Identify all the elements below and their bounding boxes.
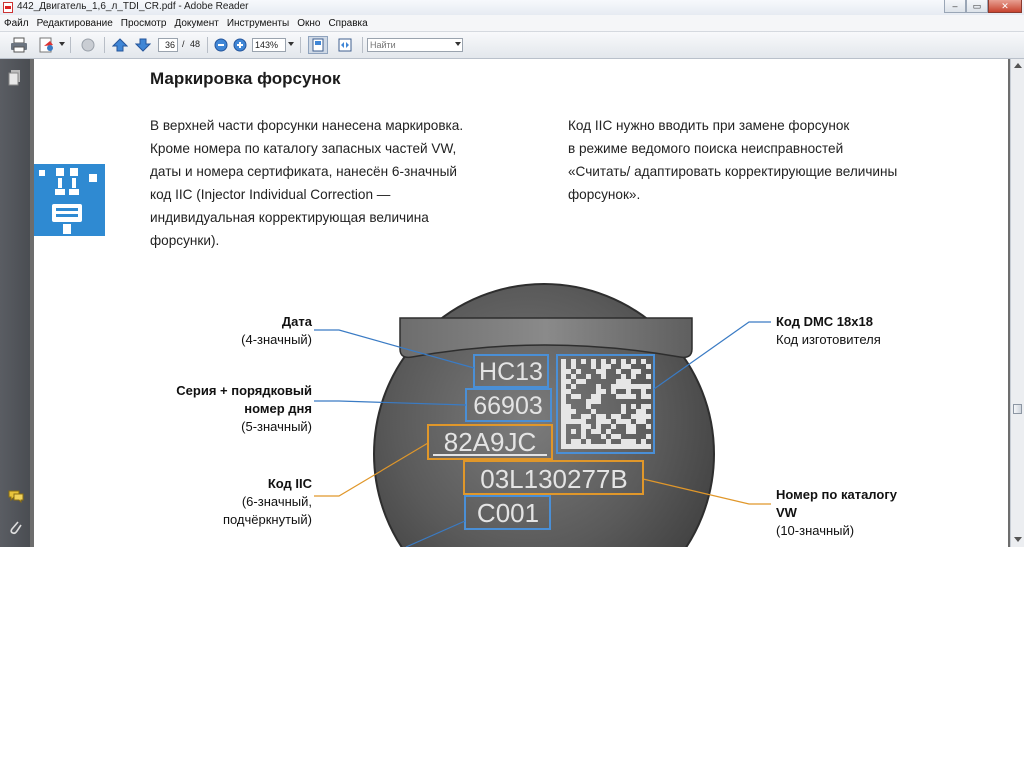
dmc-module — [561, 394, 566, 399]
paragraph-line: Код IIC нужно вводить при замене форсунок — [568, 118, 850, 133]
dmc-module — [601, 374, 606, 379]
dmc-module — [596, 384, 601, 389]
iic-label-sub: (6-значный, — [241, 494, 312, 509]
dmc-module — [581, 424, 586, 429]
dmc-module — [621, 404, 626, 409]
collaborate-button[interactable] — [78, 36, 98, 54]
dmc-module — [611, 444, 616, 449]
dmc-module — [646, 394, 651, 399]
dmc-module — [596, 399, 601, 404]
menu-file[interactable]: Файл — [4, 17, 29, 29]
dmc-module — [581, 429, 586, 434]
dmc-module — [596, 414, 601, 419]
chevron-down-icon[interactable] — [455, 42, 461, 46]
dmc-module — [571, 419, 576, 424]
dmc-module — [641, 404, 646, 409]
dmc-module — [631, 404, 636, 409]
dmc-module — [601, 369, 606, 374]
dmc-module — [566, 379, 571, 384]
date-label-sub: (4-значный) — [241, 332, 312, 347]
dmc-module — [626, 439, 631, 444]
dmc-module — [616, 434, 621, 439]
dmc-module — [646, 424, 651, 429]
dmc-module — [576, 394, 581, 399]
dmc-module — [561, 414, 566, 419]
dmc-module — [626, 394, 631, 399]
menu-window[interactable]: Окно — [297, 17, 321, 29]
dmc-module — [596, 444, 601, 449]
dmc-module — [571, 364, 576, 369]
menu-help[interactable]: Справка — [328, 17, 368, 29]
dmc-module — [636, 414, 641, 419]
paragraph-line: даты и номера сертификата, нанесён 6-значный — [150, 164, 457, 179]
dmc-module — [646, 364, 651, 369]
dmc-module — [641, 444, 646, 449]
dmc-module — [561, 364, 566, 369]
dmc-module — [611, 389, 616, 394]
dmc-module — [561, 389, 566, 394]
dmc-module — [641, 359, 646, 364]
dmc-module — [596, 369, 601, 374]
date-label-title: Дата — [281, 314, 312, 329]
date-label — [241, 313, 312, 349]
dmc-module — [566, 369, 571, 374]
dmc-module — [591, 429, 596, 434]
dmc-module — [561, 409, 566, 414]
dmc-module — [621, 394, 626, 399]
dmc-module — [616, 379, 621, 384]
page-number-input[interactable] — [158, 38, 178, 52]
paragraph-line: форсунок». — [568, 187, 641, 202]
dmc-module — [596, 394, 601, 399]
paragraph-line: Кроме номера по каталогу запасных частей VW, — [150, 141, 457, 156]
paragraph-line: индивидуальная корректирующая величина — [150, 210, 429, 225]
catalog-label-sub: (10-значный) — [776, 523, 855, 538]
printer-icon — [10, 37, 28, 53]
page-separator: / — [182, 39, 185, 49]
dmc-module — [636, 409, 641, 414]
dmc-module — [586, 404, 591, 409]
zoom-out-button[interactable] — [213, 36, 229, 54]
dmc-module — [606, 419, 611, 424]
series-label — [176, 382, 312, 436]
dmc-module — [631, 394, 636, 399]
dmc-module — [631, 384, 636, 389]
next-page-button[interactable] — [134, 36, 152, 54]
comments-icon[interactable] — [8, 489, 24, 503]
menu-view[interactable]: Просмотр — [120, 17, 167, 29]
dmc-module — [586, 439, 591, 444]
dmc-module — [601, 389, 606, 394]
maximize-button[interactable]: ▭ — [966, 0, 988, 13]
dmc-module — [576, 419, 581, 424]
dmc-module — [561, 359, 566, 364]
menu-tools[interactable]: Инструменты — [226, 17, 290, 29]
dmc-module — [586, 399, 591, 404]
dmc-module — [641, 414, 646, 419]
dmc-module — [631, 359, 636, 364]
print-button[interactable] — [8, 36, 30, 54]
dmc-module — [586, 444, 591, 449]
dmc-module — [561, 424, 566, 429]
dmc-module — [621, 359, 626, 364]
dmc-module — [581, 414, 586, 419]
search-input[interactable] — [367, 38, 463, 52]
zoom-in-button[interactable] — [232, 36, 248, 54]
dmc-module — [641, 384, 646, 389]
dmc-module — [566, 414, 571, 419]
dmc-module — [626, 384, 631, 389]
dmc-module — [571, 359, 576, 364]
dmc-module — [581, 419, 586, 424]
dmc-module — [571, 439, 576, 444]
toolbar-separator — [207, 37, 208, 53]
dmc-module — [616, 419, 621, 424]
fit-page-button[interactable] — [308, 36, 328, 54]
page-heading: Маркировка форсунок — [150, 69, 341, 88]
dmc-label-sub: Код изготовителя — [776, 332, 881, 347]
dmc-module — [616, 414, 621, 419]
close-button[interactable]: ✕ — [988, 0, 1022, 13]
dmc-module — [621, 379, 626, 384]
dmc-module — [621, 444, 626, 449]
dmc-module — [646, 374, 651, 379]
dmc-label-title: Код DMC 18x18 — [776, 314, 873, 329]
catalog-label — [776, 486, 897, 540]
dmc-module — [561, 429, 566, 434]
dmc-module — [596, 389, 601, 394]
dmc-module — [576, 439, 581, 444]
iic-label-sub: подчёркнутый) — [222, 512, 312, 527]
zoom-in-icon — [233, 38, 247, 52]
series-label-sub: (5-значный) — [241, 419, 312, 434]
dmc-module — [586, 374, 591, 379]
toolbar — [0, 32, 1024, 59]
paragraph-line: код IIC (Injector Individual Correction — — [150, 187, 391, 202]
arrow-up-icon — [112, 37, 128, 53]
dmc-module — [641, 389, 646, 394]
iic-label-title: Код IIC — [267, 476, 312, 491]
dmc-module — [561, 369, 566, 374]
dmc-module — [566, 444, 571, 449]
zoom-input[interactable] — [252, 38, 286, 52]
fit-page-icon — [311, 38, 325, 52]
paragraph-line: форсунки). — [150, 233, 220, 248]
dmc-module — [591, 409, 596, 414]
dmc-module — [596, 429, 601, 434]
dmc-module — [611, 424, 616, 429]
dmc-module — [581, 434, 586, 439]
dmc-module — [561, 434, 566, 439]
dmc-module — [621, 409, 626, 414]
dmc-module — [586, 424, 591, 429]
dmc-module — [626, 419, 631, 424]
dmc-module — [626, 379, 631, 384]
dmc-module — [596, 419, 601, 424]
dmc-module — [631, 369, 636, 374]
iic-label — [223, 475, 312, 529]
fit-width-button[interactable] — [335, 36, 355, 54]
minimize-button[interactable]: ‒ — [944, 0, 966, 13]
series-label-title: Серия + порядковый — [176, 383, 312, 398]
dmc-module — [591, 364, 596, 369]
dmc-module — [601, 414, 606, 419]
paragraph-line: в режиме ведомого поиска неисправностей — [568, 141, 844, 156]
dmc-module — [631, 424, 636, 429]
collaborate-icon — [79, 37, 97, 53]
catalog-label-title: VW — [776, 505, 797, 520]
dmc-module — [631, 374, 636, 379]
series-marking: 66903 — [473, 392, 543, 420]
fit-width-icon — [338, 38, 352, 52]
pages-icon[interactable] — [8, 69, 22, 87]
dmc-module — [631, 414, 636, 419]
paragraph-line: «Считать/ адаптировать корректирующие величины — [568, 164, 898, 179]
toolbar-separator — [70, 37, 71, 53]
dmc-module — [566, 409, 571, 414]
paragraph-line: В верхней части форсунки нанесена маркировка. — [150, 118, 464, 133]
dmc-module — [566, 419, 571, 424]
dmc-module — [626, 389, 631, 394]
dmc-module — [586, 414, 591, 419]
dmc-module — [566, 404, 571, 409]
dmc-module — [596, 424, 601, 429]
dmc-module — [601, 434, 606, 439]
dmc-module — [561, 439, 566, 444]
dmc-module — [616, 384, 621, 389]
create-pdf-icon — [38, 37, 56, 53]
scroll-thumb[interactable] — [1013, 404, 1022, 414]
date-marking: HC13 — [479, 358, 543, 386]
iic-marking: 82A9JC — [443, 427, 537, 457]
dmc-label — [776, 313, 881, 349]
dmc-module — [646, 414, 651, 419]
dmc-module — [636, 419, 641, 424]
dmc-module — [636, 444, 641, 449]
dmc-module — [576, 379, 581, 384]
dmc-module — [591, 444, 596, 449]
dmc-module — [616, 444, 621, 449]
dmc-module — [626, 429, 631, 434]
dmc-module — [611, 359, 616, 364]
toolbar-separator — [300, 37, 301, 53]
dmc-module — [561, 379, 566, 384]
dmc-module — [616, 369, 621, 374]
dmc-module — [591, 359, 596, 364]
dmc-module — [611, 384, 616, 389]
window-title: 442_Двигатель_1,6_л_TDI_CR.pdf - Adobe Reader — [17, 1, 249, 12]
dmc-module — [616, 394, 621, 399]
menu-document[interactable]: Документ — [174, 17, 219, 29]
menu-bar — [0, 15, 1024, 32]
dmc-module — [561, 404, 566, 409]
dmc-module — [646, 434, 651, 439]
dmc-module — [621, 384, 626, 389]
dmc-module — [621, 374, 626, 379]
dmc-module — [591, 399, 596, 404]
dmc-module — [581, 359, 586, 364]
dmc-module — [646, 384, 651, 389]
arrow-down-icon — [135, 37, 151, 53]
dmc-module — [641, 409, 646, 414]
dmc-module — [606, 364, 611, 369]
dmc-module — [581, 379, 586, 384]
dmc-module — [641, 439, 646, 444]
dmc-module — [641, 419, 646, 424]
dmc-module — [631, 429, 636, 434]
menu-edit[interactable]: Редактирование — [36, 17, 113, 29]
cert-marking: C001 — [476, 498, 540, 528]
dmc-module — [571, 429, 576, 434]
dmc-module — [641, 394, 646, 399]
dmc-module — [561, 374, 566, 379]
pdf-file-icon — [3, 2, 13, 13]
injector-marking-diagram — [34, 59, 1008, 547]
chevron-down-icon[interactable] — [288, 42, 294, 46]
dmc-module — [601, 419, 606, 424]
dmc-module — [626, 364, 631, 369]
zoom-out-icon — [214, 38, 228, 52]
dmc-module — [591, 394, 596, 399]
vertical-scrollbar[interactable] — [1010, 59, 1024, 547]
toolbar-separator — [104, 37, 105, 53]
dmc-module — [621, 439, 626, 444]
dmc-module — [576, 444, 581, 449]
document-viewport — [30, 59, 1010, 547]
scroll-down-icon[interactable] — [1014, 537, 1022, 542]
toolbar-separator — [362, 37, 363, 53]
pdf-page — [34, 59, 1008, 547]
series-label-title: номер дня — [244, 401, 312, 416]
dmc-module — [636, 384, 641, 389]
dmc-module — [636, 369, 641, 374]
attachments-icon[interactable] — [8, 519, 22, 535]
create-pdf-button[interactable] — [36, 36, 58, 54]
dmc-module — [571, 444, 576, 449]
part-number-marking: 03L130277B — [480, 464, 628, 494]
dmc-module — [571, 394, 576, 399]
dmc-module — [561, 419, 566, 424]
dmc-module — [561, 399, 566, 404]
dmc-module — [631, 444, 636, 449]
dmc-module — [571, 409, 576, 414]
dmc-module — [606, 429, 611, 434]
dmc-module — [611, 414, 616, 419]
dmc-module — [606, 444, 611, 449]
title-bar — [0, 0, 1024, 16]
chevron-down-icon[interactable] — [59, 42, 65, 46]
page-total: 48 — [190, 39, 201, 49]
dmc-module — [561, 384, 566, 389]
dmc-module — [621, 364, 626, 369]
dmc-module — [561, 444, 566, 449]
dmc-module — [566, 389, 571, 394]
dmc-module — [601, 444, 606, 449]
window-controls — [944, 0, 1022, 14]
dmc-module — [646, 444, 651, 449]
catalog-label-title: Номер по каталогу — [776, 487, 897, 502]
scroll-up-icon[interactable] — [1014, 63, 1022, 68]
dmc-module — [601, 359, 606, 364]
dmc-module — [621, 419, 626, 424]
dmc-module — [646, 404, 651, 409]
navigation-pane — [0, 59, 30, 547]
dmc-module — [581, 444, 586, 449]
dmc-module — [601, 364, 606, 369]
dmc-module — [606, 439, 611, 444]
dmc-module — [571, 384, 576, 389]
dmc-module — [611, 434, 616, 439]
dmc-module — [626, 444, 631, 449]
dmc-module — [571, 374, 576, 379]
dmc-module — [631, 439, 636, 444]
previous-page-button[interactable] — [111, 36, 129, 54]
dmc-module — [576, 369, 581, 374]
dmc-module — [626, 424, 631, 429]
